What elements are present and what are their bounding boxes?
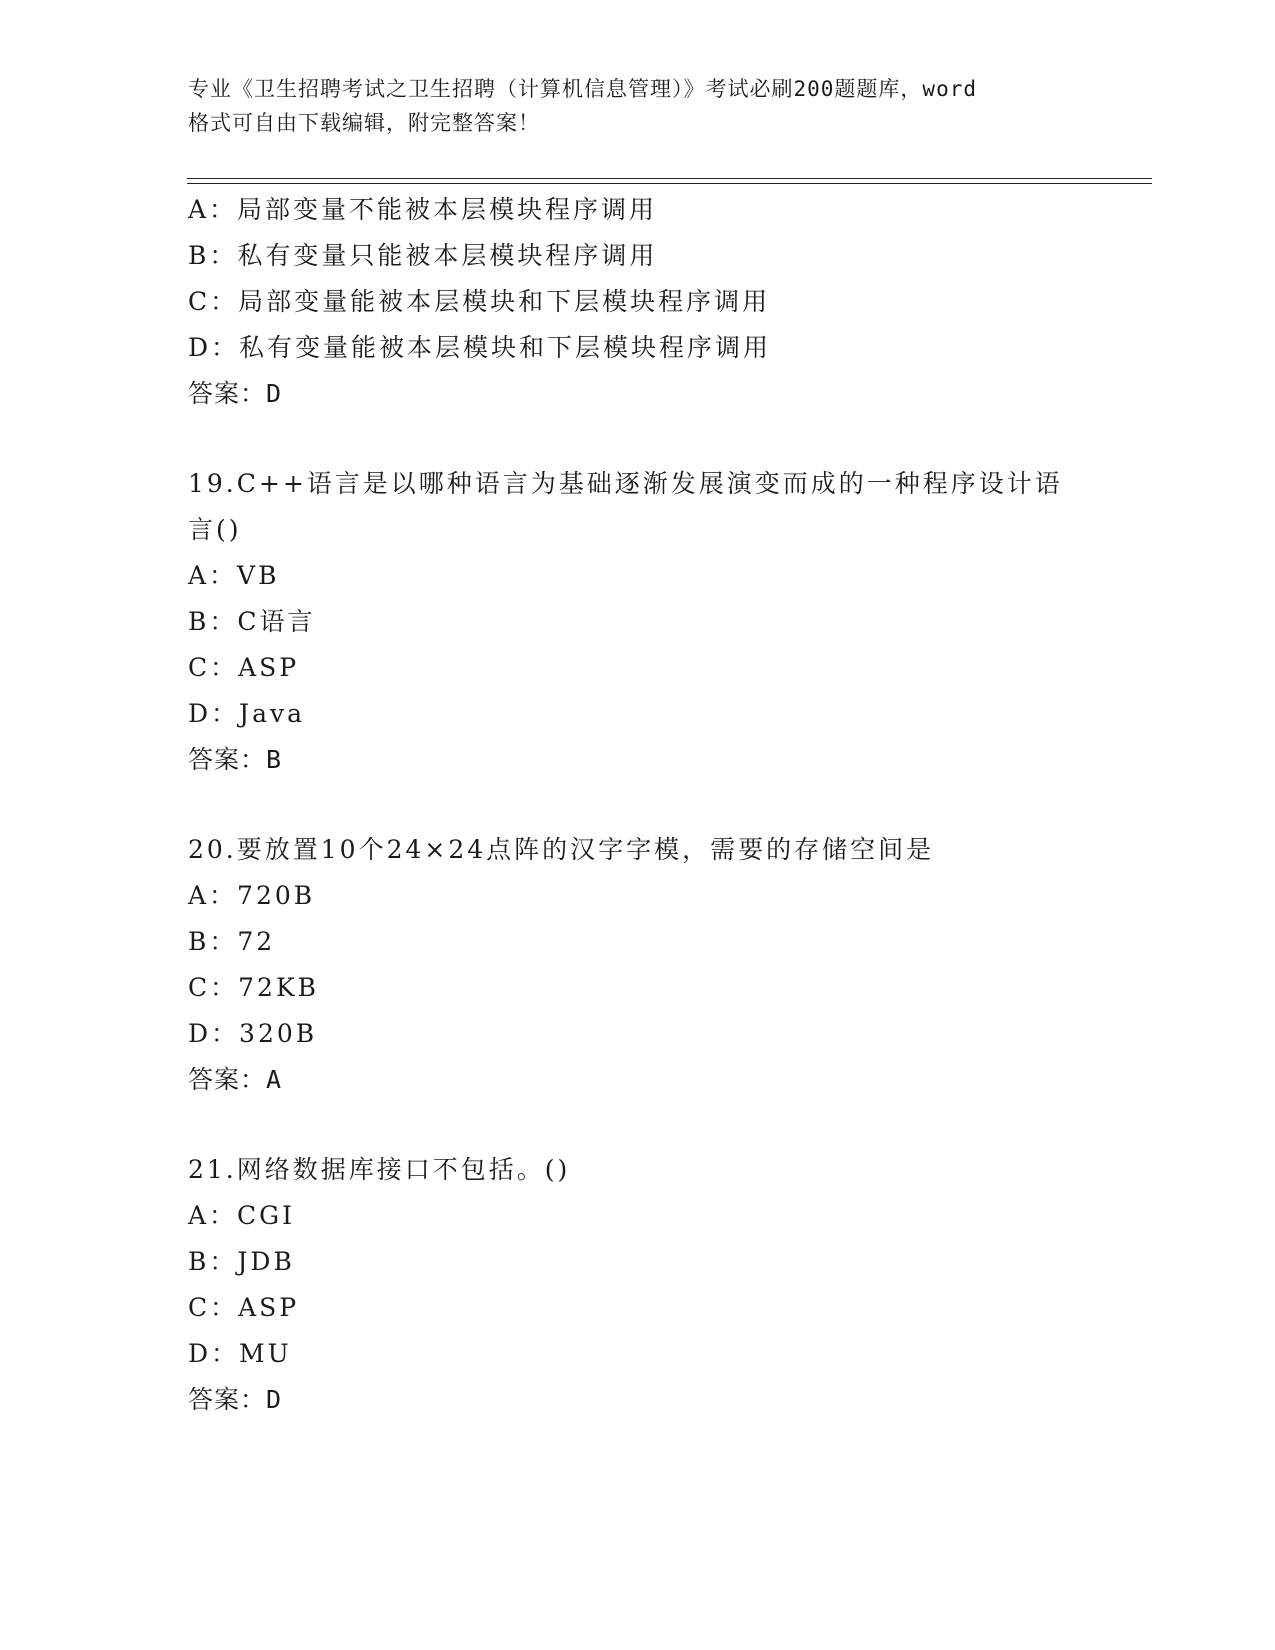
option-b: B：72 [188, 927, 276, 956]
document-header [188, 72, 1088, 140]
question-21 [188, 1147, 1108, 1423]
option-b: B：C语言 [188, 607, 316, 636]
option-d: D：私有变量能被本层模块和下层模块程序调用 [188, 333, 772, 362]
answer: 答案：A [188, 1065, 283, 1094]
question-list [188, 187, 1108, 1423]
question-18 [188, 187, 1108, 417]
question-19 [188, 461, 1108, 783]
spacer [188, 1103, 1108, 1147]
option-d: D：MU [188, 1339, 292, 1368]
answer: 答案：D [188, 1385, 283, 1414]
option-d: D：320B [188, 1019, 318, 1048]
option-c: C：局部变量能被本层模块和下层模块程序调用 [188, 287, 771, 316]
option-a: A：VB [188, 561, 280, 590]
option-c: C：ASP [188, 653, 300, 682]
spacer [188, 417, 1108, 461]
option-a: A：局部变量不能被本层模块程序调用 [188, 195, 658, 224]
option-a: A：720B [188, 881, 316, 910]
header-divider-top [187, 178, 1152, 179]
answer: 答案：B [188, 745, 283, 774]
option-a: A：CGI [188, 1201, 296, 1230]
option-b: B：JDB [188, 1247, 295, 1276]
header-divider-bottom [187, 183, 1152, 184]
option-d: D：Java [188, 699, 305, 728]
answer: 答案：D [188, 379, 283, 408]
question-stem: 20.要放置10个24×24点阵的汉字字模，需要的存储空间是 [188, 835, 935, 864]
option-c: C：ASP [188, 1293, 300, 1322]
header-line-2: 格式可自由下载编辑，附完整答案！ [188, 111, 540, 135]
question-stem: 19.C++语言是以哪种语言为基础逐渐发展演变而成的一种程序设计语言() [188, 469, 1063, 544]
question-20 [188, 827, 1108, 1103]
option-b: B：私有变量只能被本层模块程序调用 [188, 241, 658, 270]
spacer [188, 783, 1108, 827]
header-line-1: 专业《卫生招聘考试之卫生招聘（计算机信息管理）》考试必刷200题题库，word [188, 77, 977, 101]
option-c: C：72KB [188, 973, 319, 1002]
question-stem: 21.网络数据库接口不包括。() [188, 1155, 571, 1184]
